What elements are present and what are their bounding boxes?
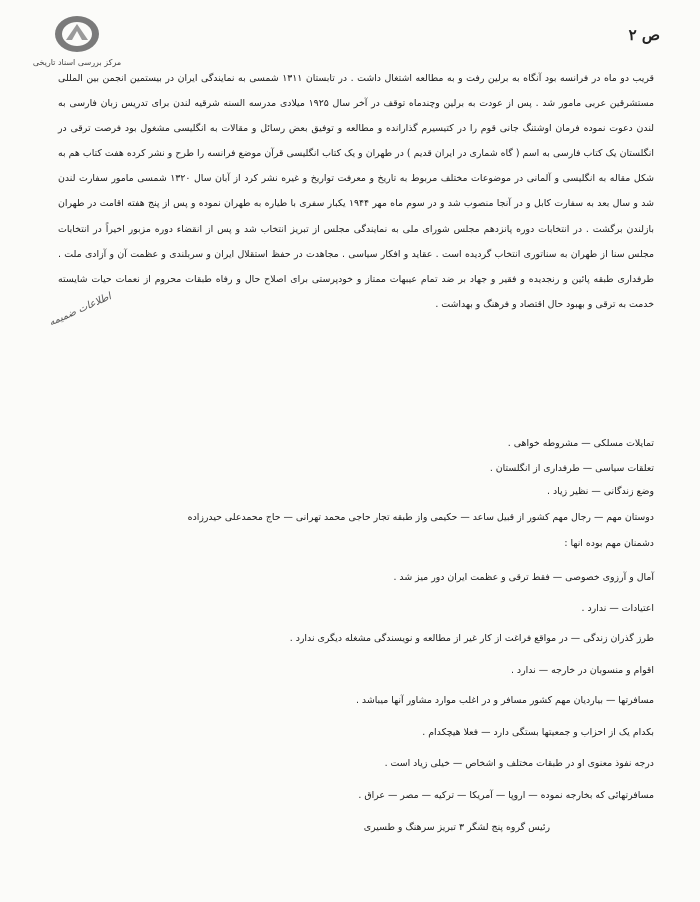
list-item: مسافرتها — بیاردیان مهم کشور مسافر و در اغلب موارد مشاور آنها میباشد . [355, 695, 654, 706]
archive-logo-text: مرکز بررسی اسناد تاریخی [32, 58, 122, 67]
handwritten-margin-note: اطلاعات ضمیمه [47, 291, 113, 329]
signature-line: رئیس گروه پنج لشگر ۳ تبریز سرهنگ و طسیری [363, 822, 550, 833]
list-item: بکدام یک از احزاب و جمعیتها بستگی دارد — فعلا هیچکدام . [422, 727, 654, 738]
archive-logo [22, 14, 132, 74]
list-item: تعلقات سیاسی — طرفداری از انگلستان . [489, 463, 654, 474]
list-item: آمال و آرزوی خصوصی — فقط ترقی و عظمت ایران دور میز شد . [393, 572, 654, 583]
document-body [58, 66, 654, 317]
list-item: دشمنان مهم بوده انها : [564, 538, 654, 549]
list-item: وضع زندگانی — نظیر زیاد . [546, 486, 654, 497]
list-item: درجه نفوذ معنوی او در طبقات مختلف و اشخاص — خیلی زیاد است . [384, 758, 654, 769]
list-item: تمایلات مسلکی — مشروطه خواهی . [507, 438, 654, 449]
body-paragraph: قریب دو ماه در فرانسه بود آنگاه به برلین رفت و به مطالعه اشتغال داشت . در تابستان ۱۳۱۱ شمسی به نمایندگی ایران در بیستمین انجمن بین المللی مستشرقین عربی مامور شد . پس از عودت به برلین وچندماه توقف در آخر سال ۱۹۲۵ میلادی مدرسه السنه شرقیه لندن برای تدریس زبان فارسی به لندن دعوت نموده فرمان اوشتنگ جانی قوم را در کتیسیرم گذارانده و مطالعه و توفیق بعض رسائل و مقالات به انگلیسی مشغول بود فرصت ترقی در انگلستان یک کتاب فارسی به اسم ( گاه شماری در ایران قدیم ) در طهران و یک کتاب انگلیسی قرآن موضع فرانسه را طرح و نشر کرده هفت کتاب هم به شکل مقاله به انگلیسی و آلمانی در موضوعات مختلف مربوط به تاریخ و معرفت تواریخ و غیره نشر کرد از آبان سال ۱۳۲۰ شمسی مامور سفارت لندن شد و سال بعد به سفارت کابل و در آنجا منصوب شد و در سوم ماه مهر ۱۹۴۴ یکبار سفری با طیاره به طهران نموده و پس از پنج هفته اقامت در طهران بازلندن برگشت . در انتخابات دوره پانزدهم مجلس شورای ملی به نمایندگی مجلس از تبریز انتخاب شد و پس از انقضاء دوره مزبور اخیراً در انتخابات مجلس سنا از طهران به سناتوری انتخاب گردیده است . عقاید و افکار سیاسی . مجاهدت در حفظ استقلال ایران و سربلندی و عظمت آن و آزادی ملت . طرفداری طبقه پائین و رنجدیده و فقیر و جهاد بر ضد تمام عیبهات ممتاز و خودپرستی برای اصلاح حال و رفاه طبقات محروم از نعمات حیات شایسته خدمت به ترقی و بهبود حال اقتصاد و فرهنگ و بهداشت . [58, 73, 655, 310]
list-item: اعتیادات — ندارد . [581, 603, 654, 614]
list-item: دوستان مهم — رجال مهم کشور از قبیل ساعد — حکیمی واز طبقه تجار حاجی محمد تهرانی — حاج محمدعلی حیدرزاده [187, 512, 654, 523]
list-item: اقوام و منسوبان در خارجه — ندارد . [510, 665, 654, 676]
list-item: مسافرتهائی که بخارجه نموده — اروپا — آمریکا — ترکیه — مصر — عراق . [358, 790, 654, 801]
list-item: طرز گذران زندگی — در مواقع فراغت از کار غیر از مطالعه و نویسندگی مشغله دیگری ندارد . [289, 633, 654, 644]
page-number: ص ۲ [628, 26, 660, 44]
archive-logo-icon [52, 14, 102, 54]
